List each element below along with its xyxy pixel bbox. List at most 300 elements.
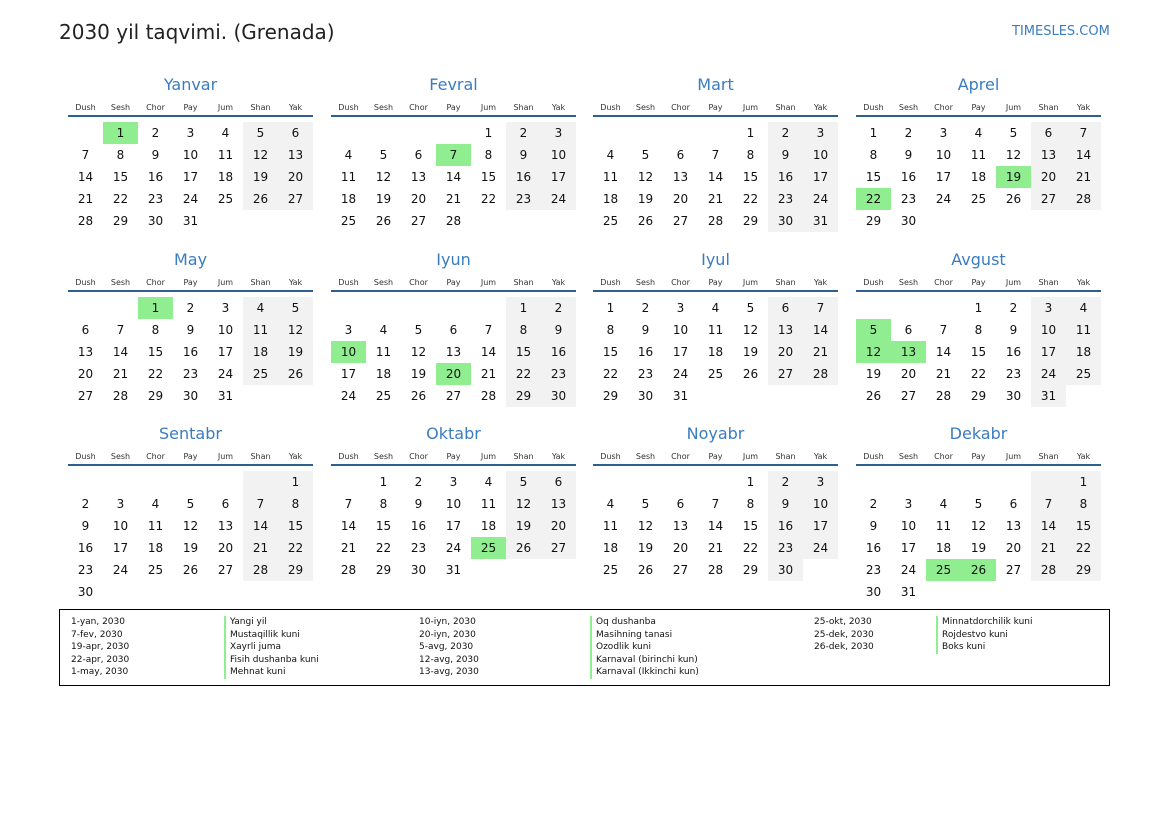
day-cell: 24 [182,192,199,206]
header-rule [68,464,313,466]
day-cell: 30 [1005,389,1022,403]
day-cell: 19 [182,541,199,555]
day-cell: 19 [637,192,654,206]
day-cell: 11 [252,323,269,337]
header-rule [331,115,576,117]
day-cell: 9 [1009,323,1018,337]
day-cell: 15 [147,345,164,359]
day-cell: 19 [515,519,532,533]
day-cell: 1 [746,126,755,140]
day-cell: 26 [182,563,199,577]
day-cell: 2 [641,301,650,315]
weekday-header: Pay [446,452,461,461]
day-cell: 10 [812,497,829,511]
weekday-header: Jum [1005,103,1022,112]
day-cell: 14 [707,519,724,533]
weekday-header: Shan [775,452,796,461]
weekday-header: Chor [146,452,165,461]
day-cell: 5 [291,301,300,315]
day-cell: 25 [375,389,392,403]
day-cell: 18 [602,541,619,555]
day-cell: 16 [900,170,917,184]
day-cell: 6 [781,301,790,315]
weekday-header: Jum [1005,278,1022,287]
day-cell: 7 [816,301,825,315]
day-cell: 28 [707,563,724,577]
day-cell: 13 [550,497,567,511]
day-cell: 22 [375,541,392,555]
day-cell: 27 [77,389,94,403]
weekday-header: Pay [183,452,198,461]
holiday-day: 5 [856,319,891,341]
day-cell: 30 [410,563,427,577]
day-cell: 16 [550,345,567,359]
day-cell: 29 [515,389,532,403]
day-cell: 20 [777,345,794,359]
day-cell: 24 [550,192,567,206]
weekday-header: Chor [409,278,428,287]
weekday-header: Chor [146,278,165,287]
day-cell: 18 [935,541,952,555]
day-cell: 20 [550,519,567,533]
day-cell: 22 [287,541,304,555]
day-cell: 7 [81,148,90,162]
day-cell: 11 [707,323,724,337]
day-cell: 10 [812,148,829,162]
holiday-day: 22 [856,188,891,210]
month-name: Aprel [957,75,1000,94]
day-cell: 24 [812,192,829,206]
day-cell: 29 [742,214,759,228]
day-cell: 19 [742,345,759,359]
day-cell: 18 [147,541,164,555]
day-cell: 2 [186,301,195,315]
day-cell: 7 [1079,126,1088,140]
day-cell: 2 [414,475,423,489]
day-cell: 17 [900,541,917,555]
day-cell: 28 [1075,192,1092,206]
legend-date: 10-iyn, 2030 [419,617,476,627]
holiday-day: 1 [138,297,173,319]
day-cell: 20 [77,367,94,381]
weekday-header: Jum [742,452,759,461]
day-cell: 26 [252,192,269,206]
day-cell: 29 [970,389,987,403]
day-cell: 7 [344,497,353,511]
weekday-header: Sesh [373,452,394,461]
day-cell: 8 [974,323,983,337]
day-cell: 1 [869,126,878,140]
holiday-day: 13 [891,341,926,363]
day-cell: 9 [554,323,563,337]
legend-date: 25-okt, 2030 [814,617,872,627]
day-cell: 31 [445,563,462,577]
holiday-day: 25 [471,537,506,559]
day-cell: 9 [869,519,878,533]
legend-holiday-name: Oq dushanba [590,616,656,629]
day-cell: 22 [970,367,987,381]
weekday-header: Chor [409,452,428,461]
day-cell: 7 [116,323,125,337]
weekday-header: Sesh [110,103,131,112]
day-cell: 27 [1005,563,1022,577]
day-cell: 29 [602,389,619,403]
day-cell: 23 [182,367,199,381]
day-cell: 1 [379,475,388,489]
legend-date: 22-apr, 2030 [71,654,130,665]
day-cell: 28 [707,214,724,228]
day-cell: 4 [151,497,160,511]
weekday-header: Sesh [898,278,919,287]
day-cell: 2 [1009,301,1018,315]
day-cell: 22 [742,541,759,555]
weekday-header: Pay [708,452,723,461]
day-cell: 5 [641,497,650,511]
day-cell: 6 [554,475,563,489]
day-cell: 30 [777,563,794,577]
weekday-header: Sesh [110,452,131,461]
day-cell: 29 [375,563,392,577]
day-cell: 29 [865,214,882,228]
legend-holiday-name: Boks kuni [936,641,985,654]
day-cell: 14 [935,345,952,359]
day-cell: 11 [217,148,234,162]
day-cell: 16 [1005,345,1022,359]
weekday-header: Chor [409,103,428,112]
weekday-header: Shan [775,103,796,112]
day-cell: 9 [414,497,423,511]
day-cell: 6 [676,497,685,511]
day-cell: 13 [410,170,427,184]
day-cell: 20 [410,192,427,206]
day-cell: 31 [812,214,829,228]
weekday-header: Yak [288,103,303,112]
holiday-legend [59,609,1110,686]
day-cell: 7 [711,148,720,162]
legend-holiday-name: Mustaqillik kuni [224,629,300,642]
day-cell: 4 [221,126,230,140]
weekday-header: Shan [1038,452,1059,461]
day-cell: 26 [865,389,882,403]
day-cell: 1 [974,301,983,315]
day-cell: 14 [340,519,357,533]
day-cell: 27 [672,214,689,228]
day-cell: 12 [1005,148,1022,162]
day-cell: 5 [519,475,528,489]
day-cell: 7 [256,497,265,511]
day-cell: 15 [515,345,532,359]
header-rule [331,464,576,466]
header-rule [856,290,1101,292]
day-cell: 16 [515,170,532,184]
day-cell: 20 [672,541,689,555]
legend-holiday-name: Yangi yil [224,616,267,629]
day-cell: 13 [1005,519,1022,533]
day-cell: 16 [777,170,794,184]
day-cell: 21 [1040,541,1057,555]
day-cell: 19 [375,192,392,206]
weekday-header: Jum [217,278,234,287]
day-cell: 29 [287,563,304,577]
day-cell: 28 [935,389,952,403]
day-cell: 21 [935,367,952,381]
day-cell: 27 [550,541,567,555]
day-cell: 19 [865,367,882,381]
weekday-header: Pay [708,103,723,112]
day-cell: 25 [340,214,357,228]
day-cell: 8 [291,497,300,511]
weekday-header: Chor [934,103,953,112]
legend-date: 1-yan, 2030 [71,617,125,627]
day-cell: 3 [1044,301,1053,315]
header-rule [68,290,313,292]
header-rule [856,115,1101,117]
day-cell: 29 [147,389,164,403]
day-cell: 9 [151,148,160,162]
weekday-header: Chor [934,452,953,461]
day-cell: 5 [641,148,650,162]
day-cell: 8 [519,323,528,337]
day-cell: 25 [970,192,987,206]
day-cell: 8 [116,148,125,162]
day-cell: 18 [970,170,987,184]
day-cell: 24 [672,367,689,381]
day-cell: 1 [606,301,615,315]
weekday-header: Dush [600,452,621,461]
weekday-header: Sesh [373,278,394,287]
day-cell: 13 [287,148,304,162]
day-cell: 2 [904,126,913,140]
weekday-header: Jum [217,103,234,112]
day-cell: 14 [707,170,724,184]
weekday-header: Dush [75,103,96,112]
day-cell: 11 [480,497,497,511]
day-cell: 8 [379,497,388,511]
day-cell: 23 [1005,367,1022,381]
day-cell: 27 [287,192,304,206]
day-cell: 8 [1079,497,1088,511]
day-cell: 6 [676,148,685,162]
weekday-header: Yak [813,452,828,461]
day-cell: 4 [939,497,948,511]
day-cell: 29 [742,563,759,577]
day-cell: 6 [904,323,913,337]
day-cell: 23 [777,192,794,206]
day-cell: 7 [1044,497,1053,511]
day-cell: 5 [414,323,423,337]
day-cell: 22 [147,367,164,381]
legend-holiday-name: Xayrli juma [224,641,281,654]
day-cell: 20 [1040,170,1057,184]
weekday-header: Jum [480,278,497,287]
day-cell: 23 [900,192,917,206]
day-cell: 19 [410,367,427,381]
day-cell: 30 [900,214,917,228]
day-cell: 25 [217,192,234,206]
weekday-header: Yak [551,103,566,112]
month-name: Noyabr [686,424,745,443]
day-cell: 25 [252,367,269,381]
day-cell: 6 [1044,126,1053,140]
day-cell: 18 [707,345,724,359]
weekday-header: Yak [288,452,303,461]
weekday-header: Jum [217,452,234,461]
day-cell: 10 [550,148,567,162]
day-cell: 28 [77,214,94,228]
legend-date: 12-avg, 2030 [419,654,479,665]
day-cell: 24 [445,541,462,555]
day-cell: 28 [112,389,129,403]
legend-holiday-name: Mehnat kuni [224,666,285,679]
month-name: May [173,250,208,269]
day-cell: 15 [602,345,619,359]
day-cell: 26 [1005,192,1022,206]
day-cell: 2 [554,301,563,315]
day-cell: 14 [112,345,129,359]
header-rule [593,115,838,117]
legend-holiday-name: Masihning tanasi [590,629,672,642]
day-cell: 3 [116,497,125,511]
day-cell: 25 [707,367,724,381]
day-cell: 22 [1075,541,1092,555]
site-link[interactable]: TIMESLES.COM [1012,24,1110,39]
day-cell: 26 [375,214,392,228]
weekday-header: Shan [1038,278,1059,287]
day-cell: 28 [480,389,497,403]
day-cell: 4 [484,475,493,489]
day-cell: 16 [865,541,882,555]
day-cell: 27 [900,389,917,403]
day-cell: 10 [900,519,917,533]
day-cell: 19 [252,170,269,184]
weekday-header: Sesh [898,452,919,461]
holiday-day: 20 [436,363,471,385]
day-cell: 2 [781,126,790,140]
day-cell: 21 [707,541,724,555]
day-cell: 4 [711,301,720,315]
day-cell: 4 [606,148,615,162]
weekday-header: Dush [338,452,359,461]
day-cell: 14 [252,519,269,533]
day-cell: 24 [112,563,129,577]
weekday-header: Sesh [635,452,656,461]
day-cell: 17 [550,170,567,184]
weekday-header: Sesh [635,103,656,112]
weekday-header: Shan [250,103,271,112]
day-cell: 30 [77,585,94,599]
day-cell: 8 [484,148,493,162]
day-cell: 2 [869,497,878,511]
day-cell: 17 [182,170,199,184]
day-cell: 24 [1040,367,1057,381]
day-cell: 3 [939,126,948,140]
legend-date: 26-dek, 2030 [814,642,874,652]
day-cell: 4 [974,126,983,140]
day-cell: 22 [112,192,129,206]
day-cell: 10 [112,519,129,533]
day-cell: 31 [182,214,199,228]
day-cell: 27 [672,563,689,577]
day-cell: 19 [287,345,304,359]
day-cell: 2 [781,475,790,489]
legend-holiday-name: Rojdestvo kuni [936,629,1008,642]
day-cell: 16 [410,519,427,533]
day-cell: 11 [935,519,952,533]
day-cell: 6 [291,126,300,140]
month-name: Sentabr [159,424,222,443]
day-cell: 16 [147,170,164,184]
weekday-header: Chor [671,278,690,287]
header-rule [331,290,576,292]
day-cell: 9 [781,148,790,162]
day-cell: 26 [637,214,654,228]
day-cell: 5 [1009,126,1018,140]
weekday-header: Yak [1076,278,1091,287]
day-cell: 21 [707,192,724,206]
day-cell: 4 [256,301,265,315]
day-cell: 15 [287,519,304,533]
weekday-header: Shan [513,103,534,112]
day-cell: 27 [410,214,427,228]
day-cell: 25 [147,563,164,577]
day-cell: 20 [672,192,689,206]
weekday-header: Dush [338,103,359,112]
day-cell: 17 [935,170,952,184]
weekday-header: Sesh [898,103,919,112]
day-cell: 1 [484,126,493,140]
day-cell: 26 [287,367,304,381]
holiday-day: 25 [926,559,961,581]
weekday-header: Sesh [110,278,131,287]
legend-holiday-name: Minnatdorchilik kuni [936,616,1033,629]
day-cell: 1 [1079,475,1088,489]
day-cell: 3 [221,301,230,315]
day-cell: 31 [672,389,689,403]
day-cell: 13 [445,345,462,359]
holiday-day: 1 [103,122,138,144]
day-cell: 28 [1040,563,1057,577]
day-cell: 23 [777,541,794,555]
day-cell: 8 [151,323,160,337]
holiday-day: 7 [436,144,471,166]
legend-date: 25-dek, 2030 [814,629,874,640]
day-cell: 22 [602,367,619,381]
weekday-header: Dush [338,278,359,287]
day-cell: 17 [672,345,689,359]
day-cell: 26 [410,389,427,403]
day-cell: 21 [340,541,357,555]
day-cell: 12 [252,148,269,162]
day-cell: 31 [900,585,917,599]
day-cell: 14 [812,323,829,337]
holiday-day: 12 [856,341,891,363]
day-cell: 7 [711,497,720,511]
day-cell: 14 [1040,519,1057,533]
day-cell: 17 [812,170,829,184]
day-cell: 12 [287,323,304,337]
weekday-header: Dush [863,103,884,112]
day-cell: 15 [375,519,392,533]
day-cell: 6 [1009,497,1018,511]
day-cell: 2 [151,126,160,140]
weekday-header: Dush [600,103,621,112]
day-cell: 11 [147,519,164,533]
day-cell: 17 [217,345,234,359]
weekday-header: Pay [971,278,986,287]
day-cell: 30 [182,389,199,403]
day-cell: 23 [77,563,94,577]
weekday-header: Shan [775,278,796,287]
